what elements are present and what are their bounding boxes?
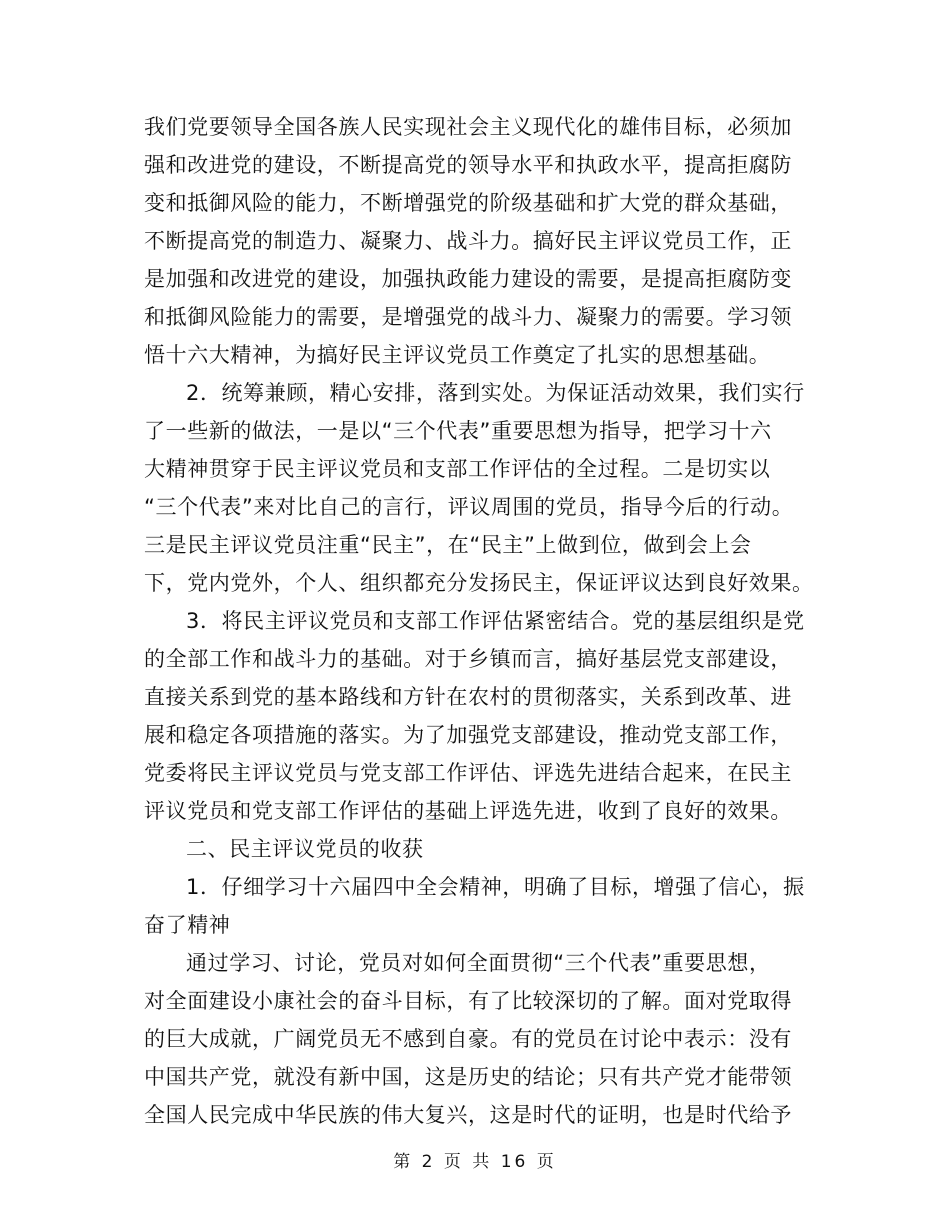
body-text-line: 下，党内党外，个人、组织都充分发扬民主，保证评议达到良好效果。: [144, 571, 814, 595]
body-text-line: 了一些新的做法，一是以“三个代表”重要思想为指导，把学习十六: [144, 419, 772, 443]
body-text-line: 强和改进党的建设，不断提高党的领导水平和执政水平，提高拒腐防: [144, 153, 792, 177]
body-text-line: 1．仔细学习十六届四中全会精神，明确了目标，增强了信心，振: [186, 875, 805, 899]
body-text-line: 和抵御风险能力的需要，是增强党的战斗力、凝聚力的需要。学习领: [144, 305, 792, 329]
body-text-line: 直接关系到党的基本路线和方针在农村的贯彻落实，关系到改革、进: [144, 685, 792, 709]
body-text-line: 3．将民主评议党员和支部工作评估紧密结合。党的基层组织是党: [186, 609, 805, 633]
section-heading: 二、民主评议党员的收获: [186, 837, 424, 861]
body-text-line: “三个代表”来对比自己的言行，评议周围的党员，指导今后的行动。: [144, 495, 794, 519]
body-text-line: 展和稳定各项措施的落实。为了加强党支部建设，推动党支部工作，: [144, 723, 792, 747]
body-text-line: 的巨大成就，广阔党员无不感到自豪。有的党员在讨论中表示：没有: [144, 1027, 792, 1051]
body-text-line: 2．统筹兼顾，精心安排，落到实处。为保证活动效果，我们实行: [186, 381, 805, 405]
body-text-line: 变和抵御风险的能力，不断增强党的阶级基础和扩大党的群众基础，: [144, 191, 792, 215]
page-number-footer: 第 2 页 共 16 页: [393, 1152, 557, 1172]
body-text-line: 三是民主评议党员注重“民主”，在“民主”上做到位，做到会上会: [144, 533, 752, 557]
body-text-line: 党委将民主评议党员与党支部工作评估、评选先进结合起来，在民主: [144, 761, 792, 785]
body-text-line: 评议党员和党支部工作评估的基础上评选先进，收到了良好的效果。: [144, 799, 792, 823]
body-text-line: 对全面建设小康社会的奋斗目标，有了比较深切的了解。面对党取得: [144, 989, 792, 1013]
body-text-line: 不断提高党的制造力、凝聚力、战斗力。搞好民主评议党员工作，正: [144, 229, 792, 253]
body-text-line: 悟十六大精神，为搞好民主评议党员工作奠定了扎实的思想基础。: [144, 343, 771, 367]
body-text-line: 是加强和改进党的建设，加强执政能力建设的需要，是提高拒腐防变: [144, 267, 792, 291]
body-text-line: 全国人民完成中华民族的伟大复兴，这是时代的证明，也是时代给予: [144, 1103, 792, 1127]
body-text-line: 的全部工作和战斗力的基础。对于乡镇而言，搞好基层党支部建设，: [144, 647, 792, 671]
body-text-line: 我们党要领导全国各族人民实现社会主义现代化的雄伟目标，必须加: [144, 115, 792, 139]
body-text-line: 奋了精神: [144, 913, 231, 937]
body-text-line: 通过学习、讨论，党员对如何全面贯彻“三个代表”重要思想，: [186, 951, 771, 975]
body-text-line: 中国共产党，就没有新中国，这是历史的结论；只有共产党才能带领: [144, 1065, 792, 1089]
body-text-line: 大精神贯穿于民主评议党员和支部工作评估的全过程。二是切实以: [144, 457, 771, 481]
